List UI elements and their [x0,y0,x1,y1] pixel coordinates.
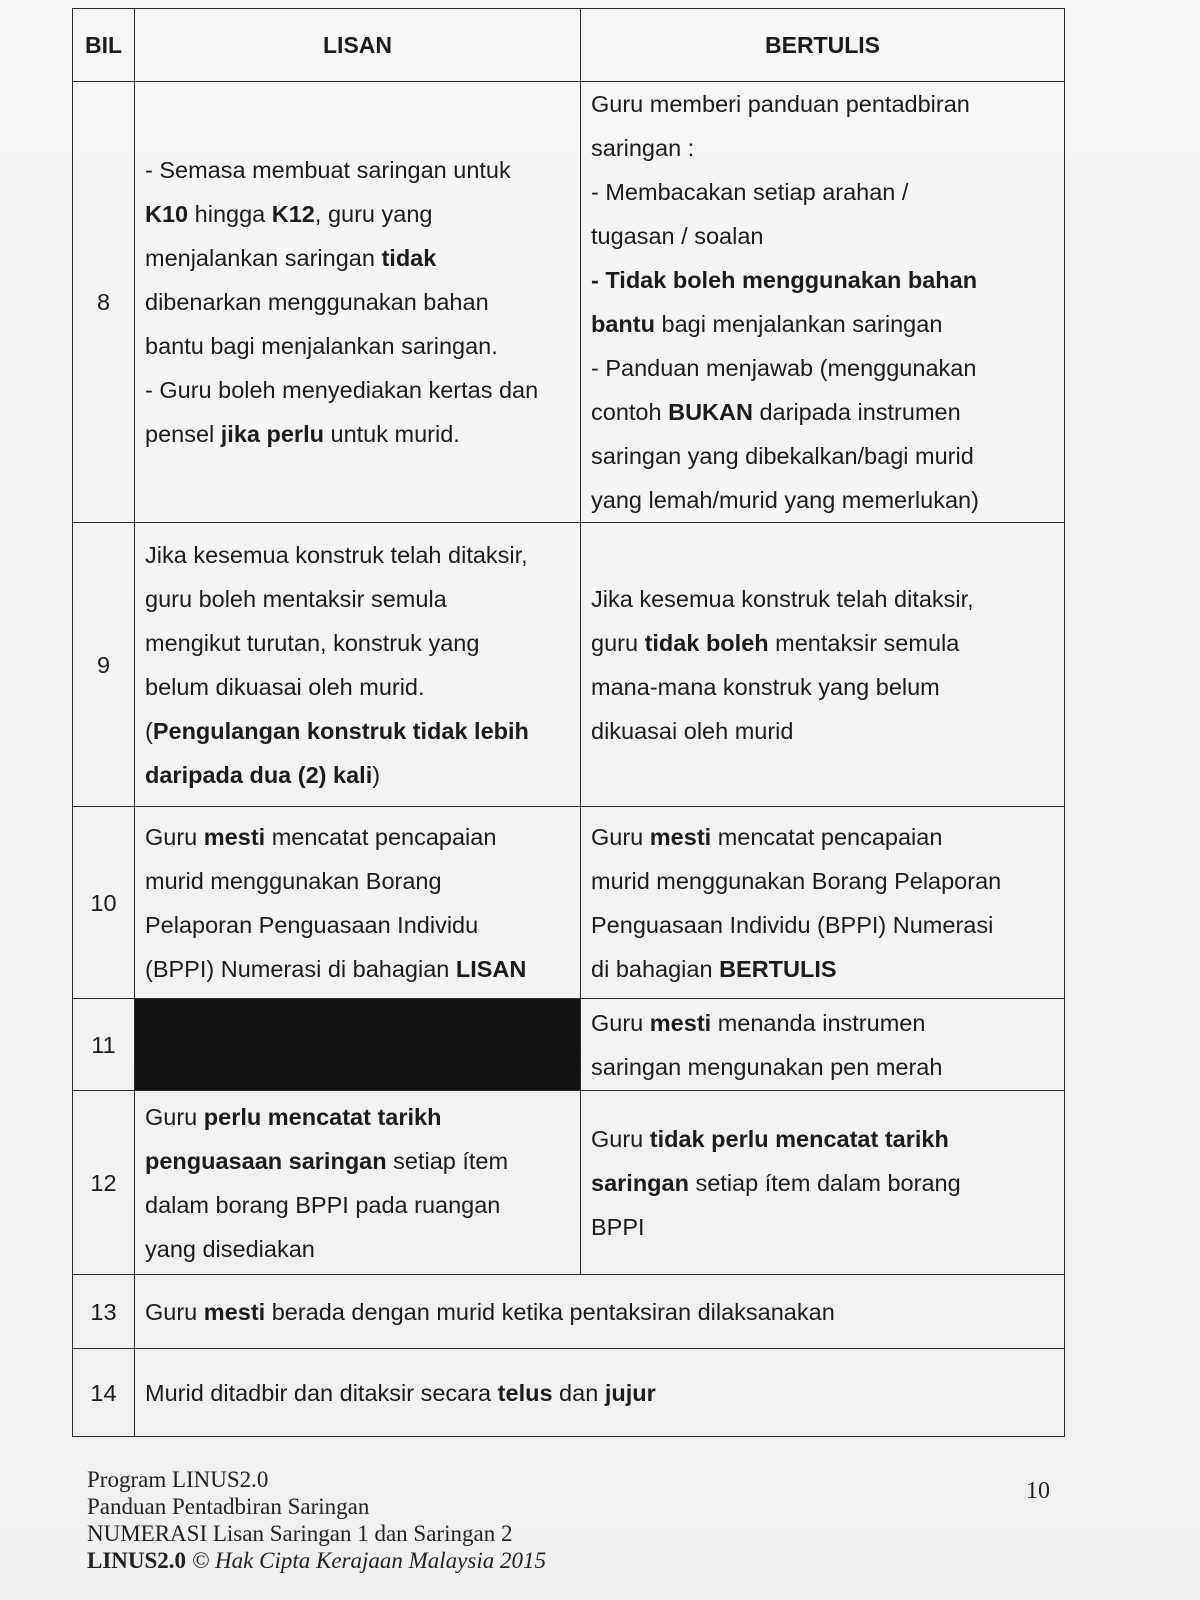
bold-text: K10 [145,201,189,227]
cell-text-line [591,665,1054,709]
bold-text: bantu [591,311,655,337]
table-row [73,807,1065,999]
bertulis-cell [581,1091,1065,1275]
text-run: bantu bagi menjalankan saringan. [145,333,498,359]
bold-text: saringan [591,1169,689,1196]
cell-text-line [591,126,1054,170]
text-run: dibenarkan menggunakan bahan [145,289,489,315]
footer-guide-title: Panduan Pentadbiran Saringan [87,1494,370,1519]
table-row [73,82,1065,523]
cell-text-line [145,324,570,368]
cell-text-line [145,192,570,236]
row-number: 14 [73,1349,135,1437]
text-run: tugasan / soalan [591,223,764,249]
cell-text-line [145,859,570,903]
lisan-cell [135,1091,581,1275]
cell-text-line [591,1205,1054,1249]
redacted-cell [135,999,581,1091]
text-run: setiap ítem dalam borang [688,1169,961,1196]
text-run: , guru yang [314,201,433,227]
row-number: 10 [73,807,135,999]
table-row [73,1349,1065,1437]
cell-text-line [145,1290,1054,1334]
text-run: Guru [145,1103,204,1130]
table-row [73,1091,1065,1275]
bold-text: - Tidak boleh menggunakan bahan [591,267,978,293]
text-run: Pelaporan Penguasaan Individu [145,911,479,938]
cell-text-line [591,258,1054,302]
text-run: mana-mana konstruk yang belum [591,673,940,700]
cell-text-line [591,947,1054,991]
cell-text-line [591,709,1054,753]
bold-text: Pengulangan konstruk tidak lebih [152,717,529,744]
text-run: Murid ditadbir dan ditaksir secara [145,1379,498,1406]
bold-text: mesti [649,1009,712,1036]
bold-text: telus [497,1379,553,1406]
header-lisan: LISAN [135,9,581,82]
bold-text: penguasaan saringan [145,1147,387,1174]
text-run: - Semasa membuat saringan untuk [145,157,511,183]
bold-text: jujur [604,1379,656,1406]
cell-text-line [591,434,1054,478]
bold-text: perlu mencatat tarikh [203,1103,442,1130]
text-run: Guru [145,1298,204,1325]
bertulis-cell [581,999,1065,1091]
cell-text-line [145,533,570,577]
cell-text-line [591,577,1054,621]
text-run: ) [372,761,381,788]
guidelines-table [72,8,1065,1437]
text-run: yang disediakan [145,1235,315,1262]
text-run: - Membacakan setiap arahan / [591,179,909,205]
cell-text-line [591,903,1054,947]
text-run: Guru [591,1125,650,1152]
text-run: - Guru boleh menyediakan kertas dan [145,377,539,403]
text-run: Guru [145,823,204,850]
text-run: - Panduan menjawab (menggunakan [591,355,977,381]
lisan-cell [135,82,581,523]
cell-text-line [145,903,570,947]
bold-text: tidak [381,245,437,271]
text-run: dan [552,1379,605,1406]
cell-text-line [145,368,570,412]
text-run: guru [591,629,645,656]
bertulis-cell [581,82,1065,523]
text-run: menjalankan saringan [145,245,382,271]
footer-copyright [87,1547,546,1574]
text-run: untuk murid. [323,421,460,447]
cell-text-line [145,1227,570,1271]
cell-text-line [145,1183,570,1227]
bold-text: tidak boleh [644,629,769,656]
page-number: 10 [1026,1478,1050,1504]
cell-text-line [591,1045,1054,1089]
cell-text-line [145,1371,1054,1415]
cell-text-line [591,302,1054,346]
cell-text-line [145,1139,570,1183]
text-run: di bahagian [591,955,720,982]
bertulis-cell [581,523,1065,807]
footer-subject: NUMERASI Lisan Saringan 1 dan Saringan 2 [87,1521,513,1546]
lisan-cell [135,807,581,999]
text-run: yang lemah/murid yang memerlukan) [591,487,979,513]
bertulis-cell [581,807,1065,999]
table-row [73,999,1065,1091]
text-run: menanda instrumen [711,1009,926,1036]
bold-text: BERTULIS [719,955,837,982]
merged-cell [135,1349,1065,1437]
table-row [73,1275,1065,1349]
text-run: Guru [591,1009,650,1036]
cell-text-line [145,947,570,991]
page-footer [87,1466,546,1574]
text-run: mengikut turutan, konstruk yang [145,629,480,656]
text-run: mencatat pencapaian [711,823,943,850]
footer-copyright-brand: LINUS2.0 [87,1548,187,1573]
header-bertulis: BERTULIS [581,9,1065,82]
cell-text-line [591,82,1054,126]
text-run: bagi menjalankan saringan [654,311,943,337]
cell-text-line [145,280,570,324]
cell-text-line [145,577,570,621]
text-run: BPPI [591,1213,645,1240]
cell-text-line [591,1161,1054,1205]
text-run: dalam borang BPPI pada ruangan [145,1191,501,1218]
text-run: setiap ítem [386,1147,509,1174]
row-number: 12 [73,1091,135,1275]
footer-copyright-text: © Hak Cipta Kerajaan Malaysia 2015 [186,1548,546,1573]
row-number: 9 [73,523,135,807]
cell-text-line [145,815,570,859]
row-number: 13 [73,1275,135,1349]
cell-text-line [145,1095,570,1139]
text-run: daripada instrumen [752,399,961,425]
text-run: Guru memberi panduan pentadbiran [591,91,970,117]
lisan-cell [135,523,581,807]
table-header-row [73,9,1065,82]
bold-text: daripada dua (2) kali [145,761,373,788]
text-run: dikuasai oleh murid [591,717,794,744]
text-run: mencatat pencapaian [265,823,497,850]
cell-text-line [591,621,1054,665]
text-run: ( [145,717,153,744]
text-run: berada dengan murid ketika pentaksiran dilaksanakan [265,1298,835,1325]
cell-text-line [145,621,570,665]
cell-text-line [591,859,1054,903]
text-run: saringan mengunakan pen merah [591,1053,943,1080]
bold-text: BUKAN [668,399,753,425]
bold-text: mesti [649,823,712,850]
cell-text-line [591,1001,1054,1045]
cell-text-line [145,753,570,797]
text-run: saringan yang dibekalkan/bagi murid [591,443,974,469]
bold-text: mesti [203,823,266,850]
text-run: contoh [591,399,669,425]
row-number: 11 [73,999,135,1091]
bold-text: LISAN [455,955,527,982]
text-run: murid menggunakan Borang [145,867,442,894]
cell-text-line [145,709,570,753]
text-run: Jika kesemua konstruk telah ditaksir, [145,541,528,568]
text-run: pensel [145,421,221,447]
text-run: saringan : [591,135,695,161]
text-run: guru boleh mentaksir semula [145,585,447,612]
bold-text: jika perlu [220,421,324,447]
cell-text-line [591,390,1054,434]
cell-text-line [145,236,570,280]
text-run: Guru [591,823,650,850]
table-row [73,523,1065,807]
text-run: Jika kesemua konstruk telah ditaksir, [591,585,974,612]
cell-text-line [145,665,570,709]
text-run: Penguasaan Individu (BPPI) Numerasi [591,911,994,938]
bold-text: mesti [203,1298,266,1325]
cell-text-line [591,214,1054,258]
cell-text-line [591,346,1054,390]
cell-text-line [591,1117,1054,1161]
row-number: 8 [73,82,135,523]
cell-text-line [145,148,570,192]
cell-text-line [591,170,1054,214]
bold-text: K12 [271,201,315,227]
footer-program: Program LINUS2.0 [87,1467,269,1492]
merged-cell [135,1275,1065,1349]
text-run: murid menggunakan Borang Pelaporan [591,867,1002,894]
text-run: mentaksir semula [768,629,960,656]
text-run: belum dikuasai oleh murid. [145,673,425,700]
cell-text-line [145,412,570,456]
header-bil: BIL [73,9,135,82]
cell-text-line [591,478,1054,522]
cell-text-line [591,815,1054,859]
text-run: (BPPI) Numerasi di bahagian [145,955,456,982]
bold-text: tidak perlu mencatat tarikh [649,1125,949,1152]
text-run: hingga [188,201,272,227]
